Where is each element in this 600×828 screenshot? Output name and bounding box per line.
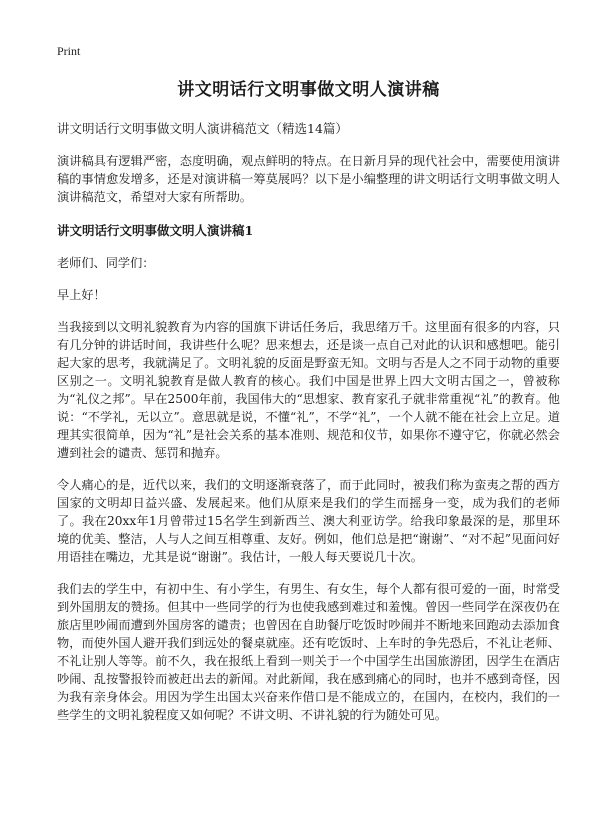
body-paragraph-1: 当我接到以文明礼貌教育为内容的国旗下讲话任务后，我思绪万千。这里面有很多的内容，只有几分钟的讲话时间，我讲些什么呢？思来想去，还是谈一点自己对此的认识和感想吧。能引起大家的思考，我就满足了。文明礼貌的反面是野蛮无知。文明与否是人之不同于动物的重要区别之一。文明礼貌教育是做人教育的核心。我们中国是世界上四大文明古国之一，曾被称为“礼仪之邦”。早在2500年前，我国伟大的“思想家、教育家孔子就非常重视“礼”的教育。他说：“不学礼，无以立”。意思就是说，不懂“礼”，不学“礼”，一个人就不能在社会上立足。道理其实很简单，因为“礼”是社会关系的基本准则、规范和仪节，如果你不遵守它，你就必然会遭到社会的谴责、惩罚和抛弃。	[57, 320, 560, 460]
section-heading: 讲文明话行文明事做文明人演讲稿1	[57, 223, 254, 238]
morning-text: 早上好！	[57, 288, 106, 302]
print-link[interactable]: Print	[57, 44, 81, 58]
greeting-text: 老师们、同学们：	[57, 256, 155, 270]
page-title: 讲文明话行文明事做文明人演讲稿	[177, 80, 440, 100]
intro-paragraph: 演讲稿具有逻辑严密，态度明确，观点鲜明的特点。在日新月异的现代社会中，需要使用演讲稿的事情愈发增多，还是对演讲稿一筹莫展吗？以下是小编整理的讲文明话行文明事做文明人演讲稿范文，希望对大家有所帮助。	[57, 154, 560, 204]
body-paragraph-2: 令人痛心的是，近代以来，我们的文明逐渐衰落了，而于此同时，被我们称为蛮夷之帮的西方国家的文明却日益兴盛、发展起来。他们从原来是我们的学生而摇身一变，成为我们的老师了。我在20xx年1月曾带过15名学生到新西兰、澳大利亚访学。给我印象最深的是，那里环境的优美、整洁，人与人之间互相尊重、友好。例如，他们总是把“谢谢”、“对不起”见面问好用语挂在嘴边，尤其是说“谢谢”。我估计，一般人每天要说几十次。	[57, 478, 560, 564]
body-paragraph-3: 我们去的学生中，有初中生、有小学生，有男生、有女生，每个人都有很可爱的一面，时常受到外国朋友的赞扬。但其中一些同学的行为也使我感到难过和羞愧。曾因一些同学在深夜仍在旅店里吵闹而遭到外国房客的谴责；也曾因在自助餐厅吃饭时吵闹并不断地来回跑动去添加食物，而使外国人避开我们到远处的餐桌就座。还有吃饭时、上车时的争先恐后，不礼让老师、不礼让别人等等。前不久，我在报纸上看到一则关于一个中国学生出国旅游团，因学生在酒店吵闹、乱按警报铃而被赶出去的新闻。对此新闻，我在感到痛心的同时，也并不感到奇怪，因为我有亲身体会。用因为学生出国太兴奋来作借口是不能成立的，在国内，在校内，我们的一些学生的文明礼貌程度又如何呢？不讲文明、不讲礼貌的行为随处可见。	[57, 582, 560, 722]
document-subtitle: 讲文明话行文明事做文明人演讲稿范文（精选14篇）	[57, 121, 348, 136]
